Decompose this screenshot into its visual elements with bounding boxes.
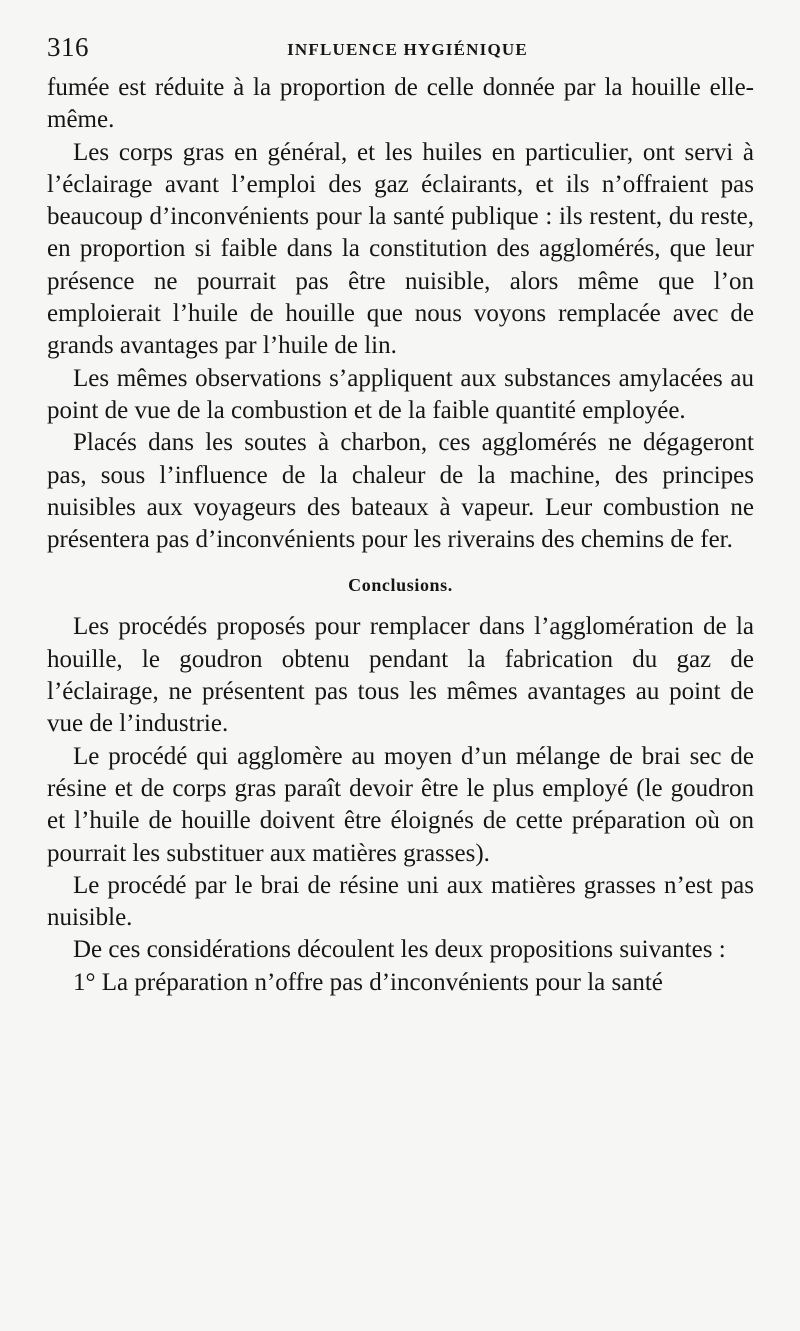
paragraph-resin-pitch-process: Le procédé qui agglomère au moyen d’un mélange de brai sec de résine et de corps gras paraît devoir être le plus employé (le goudron et l’huile de houille doivent être éloignés de cette préparation où on pourrait les substituer aux matières grasses). — [47, 742, 754, 867]
paragraph-coal-bunkers: Placés dans les soutes à charbon, ces agglomérés ne dégageront pas, sous l’influence de la chaleur de la machine, des principes nuisibles aux voyageurs des bateaux à vapeur. Leur combustion ne présentera pas d’inconvénients pour les riverains des chemins de fer. — [47, 429, 754, 554]
running-head — [47, 32, 754, 72]
paragraph-propositions-intro: De ces considérations découlent les deux propositions suivantes : — [73, 936, 726, 964]
paragraph-proposition-1: 1° La préparation n’offre pas d’inconvénients pour la santé — [73, 968, 663, 996]
paragraph-continuation: fumée est réduite à la proportion de celle donnée par la houille elle-même. — [47, 74, 754, 134]
body-text — [47, 72, 754, 999]
paragraph-proposed-processes: Les procédés proposés pour remplacer dans l’agglomération de la houille, le goudron obtenu pendant la fabrication du gaz de l’éclairage, ne présentent pas tous les mêmes avantages au point de vue de l’industrie. — [47, 613, 754, 738]
running-title: INFLUENCE HYGIÉNIQUE — [287, 40, 528, 59]
paragraph-starch-substances: Les mêmes observations s’appliquent aux substances amylacées au point de vue de la combustion et de la faible quantité employée. — [47, 364, 754, 424]
paragraph-fats-oils: Les corps gras en général, et les huiles en particulier, ont servi à l’éclairage avant l’emploi des gaz éclairants, et ils n’offraient pas beaucoup d’inconvénients pour la santé publique : ils restent, du reste, en proportion si faible dans la constitution des agglomérés, que leur présence ne pourrait pas être nuisible, alors même que l’on emploierait l’huile de houille que nous voyons remplacée avec de grands avantages par l’huile de lin. — [47, 138, 754, 360]
section-heading-conclusions: Conclusions. — [348, 575, 453, 596]
page-number: 316 — [47, 32, 89, 62]
paragraph-not-harmful: Le procédé par le brai de résine uni aux matières grasses n’est pas nuisible. — [47, 871, 754, 932]
